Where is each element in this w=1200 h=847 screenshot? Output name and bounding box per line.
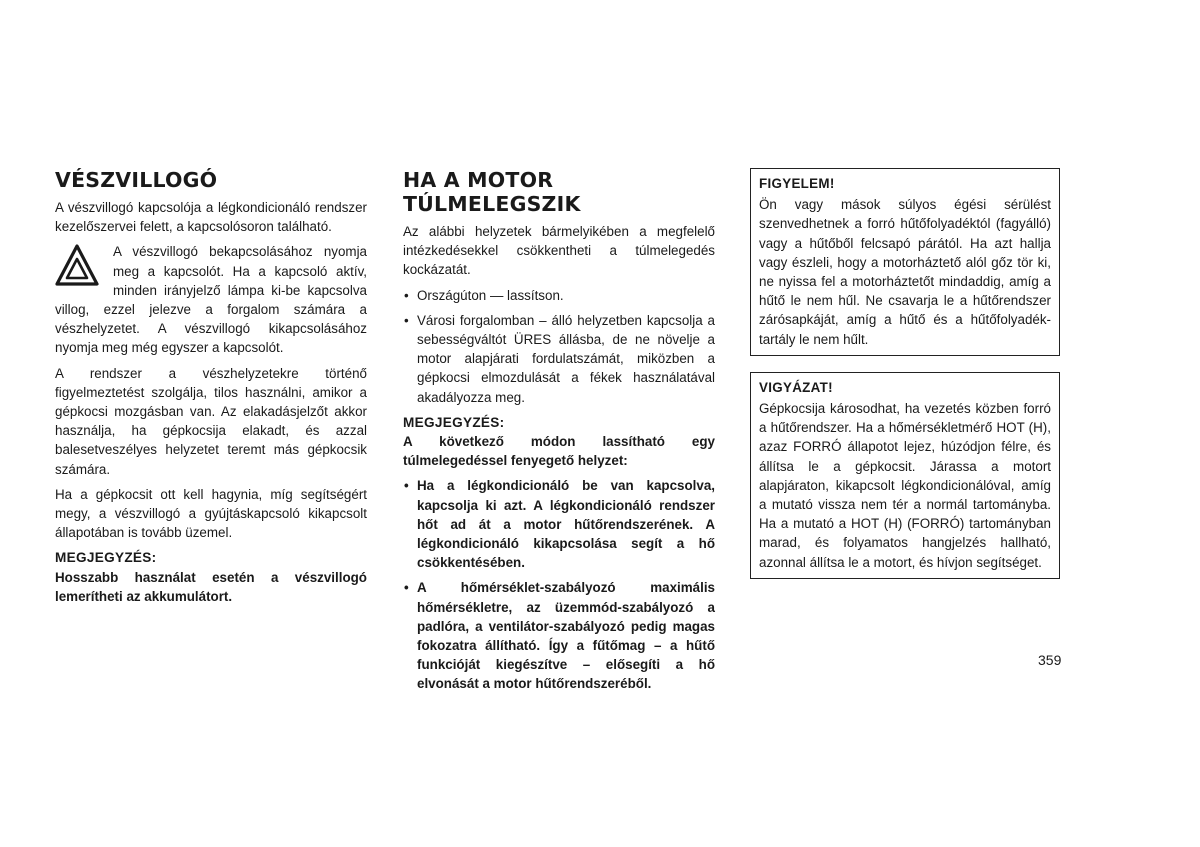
note-intro-middle: A következő módon lassítható egy túlmelegedéssel fenyegető helyzet: [403,434,715,469]
overheat-intro: Az alábbi helyzetek bármelyikében a megfelelő intézkedésekkel csökkentheti a túlmelegedés kockázatát. [403,224,715,278]
warning-text: Ön vagy mások súlyos égési sérülést szenvedhetnek a forró hűtőfolyadéktól (fagyálló) vagy a hűtőből felcsapó párától. Ha azt hallja vagy észleli, hogy a motorháztető alól gőz tör ki, ne nyissa fel a motorháztetőt mindaddig, amíg a hűtő le nem hűl. Ne csavarja le a hűtőrendszer zárósapkáját, amíg a hűtő és a hűtőfolyadék-tartály le nem hűlt. [759,197,1051,347]
right-column [750,168,1060,595]
hazard-usage-text: A vészvillogó bekapcsolásához nyomja meg a kapcsolót. Ha a kapcsoló aktív, minden irányjelző lámpa ki-be kapcsolva villog, ezzel jelezve a forgalom számára a vészhelyzetet. A vészvillogó kikapcsolásához nyomja meg még egyszer a kapcsolót. [55,244,367,356]
hazard-para-2: A rendszer a vészhelyzetekre történő figyelmeztetést szolgálja, tilos használni, amikor a gépkocsi mozgásban van. Az elakadásjelzőt akkor használja, ha gépkocsija elakadt, és azzal balesetveszélyes helyzetet teremt más gépkocsik számára. [55,365,367,477]
note-heading-middle: MEGJEGYZÉS: [403,414,505,430]
hazard-para-3: Ha a gépkocsit ott kell hagynia, míg segítségért megy, a vészvillogó a gyújtáskapcsoló kikapcsolt állapotában is tovább üzemel. [55,486,367,541]
middle-column [403,168,715,700]
list-item: • A hőmérséklet-szabályozó maximális hőmérsékletre, az üzemmód-szabályozó a padlóra, a ventilátor-szabályozó pedig magas fokozatra állítható. Így a fűtőmag – a hűtő funkcióját kiegészítve – elősegíti a hő elvonását a motor hűtőrendszeréből. [403,578,715,693]
caution-box [750,372,1060,579]
list-item: • Városi forgalomban – álló helyzetben kapcsolja a sebességváltót ÜRES állásba, de ne növelje a motor alapjárati fordulatszámát, miközben a gépkocsi elmozdulását a fékek használatával akadályozza meg. [403,311,715,407]
hazard-warning-block [55,242,367,357]
left-column [55,168,367,612]
section-title-overheat: HA A MOTOR TÚLMELEGSZIK [403,168,581,216]
section-title-hazard: VÉSZVILLOGÓ [55,168,218,192]
caution-text: Gépkocsija károsodhat, ha vezetés közben forró a hűtőrendszer. Ha a hőmérsékletmérő HOT (H), azaz FORRÓ állapotot lejez, húzódjon félre, és állítsa le a gépkocsit. Járassa a motort alapjáraton, kikapcsolt légkondicionálóval, amíg a mutató vissza nem tér a normál tartományba. Ha a mutató a HOT (H) (FORRÓ) tartományban marad, és folyamatos hangjelzés hallható, azonnal állítsa le a motort, és hívjon segítséget. [759,401,1051,570]
note-heading-left: MEGJEGYZÉS: [55,550,157,566]
warning-box [750,168,1060,356]
overheat-list [403,286,715,407]
hazard-intro: A vészvillogó kapcsolója a légkondicionáló rendszer kezelőszervei felett, a kapcsolósoron található. [55,200,367,235]
page-number: 359 [1038,652,1062,668]
hazard-triangle-icon [55,244,99,286]
note-list [403,476,715,693]
caution-heading: VIGYÁZAT! [759,379,833,395]
note-text-left: Hosszabb használat esetén a vészvillogó lemerítheti az akkumulátort. [55,569,367,604]
list-item: • Ha a légkondicionáló be van kapcsolva, kapcsolja ki azt. A légkondicionáló rendszer hőt ad át a motor hűtőrendszerének. A légkondicionáló kikapcsolása segít a hő csökkentésében. [403,476,715,572]
list-item: • Országúton — lassítson. [403,286,715,305]
warning-heading: FIGYELEM! [759,176,835,191]
